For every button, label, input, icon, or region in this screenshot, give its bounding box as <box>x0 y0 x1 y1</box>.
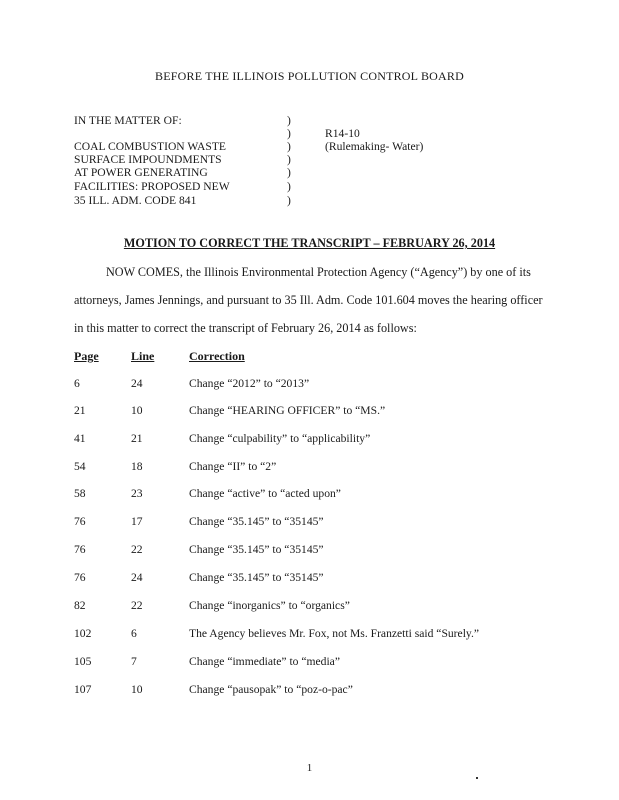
cell-line: 24 <box>131 571 143 584</box>
body-paragraph-line: in this matter to correct the transcript of February 26, 2014 as follows: <box>74 321 417 335</box>
caption-line: 35 ILL. ADM. CODE 841 <box>74 194 197 207</box>
caption-paren: ) <box>287 127 291 140</box>
cell-correction: Change “35.145” to “35145” <box>189 515 324 528</box>
body-paragraph-line: attorneys, James Jennings, and pursuant to 35 Ill. Adm. Code 101.604 moves the hearing officer <box>74 293 543 307</box>
cell-page: 76 <box>74 543 86 556</box>
cell-page: 6 <box>74 377 80 390</box>
caption-line: COAL COMBUSTION WASTE <box>74 140 227 153</box>
cell-page: 105 <box>74 655 92 668</box>
cell-correction: Change “culpability” to “applicability” <box>189 432 371 445</box>
board-title: BEFORE THE ILLINOIS POLLUTION CONTROL BOARD <box>155 69 464 83</box>
caption-paren: ) <box>287 140 291 153</box>
cell-line: 7 <box>131 655 137 668</box>
cell-page: 82 <box>74 599 86 612</box>
cell-correction: Change “active” to “acted upon” <box>189 487 341 500</box>
cell-line: 21 <box>131 432 143 445</box>
case-number: R14-10 <box>325 127 360 140</box>
cell-line: 6 <box>131 627 137 640</box>
cell-page: 58 <box>74 487 86 500</box>
caption-paren: ) <box>287 166 291 179</box>
cell-correction: Change “2012” to “2013” <box>189 377 310 390</box>
header-line: Line <box>131 349 155 363</box>
cell-page: 41 <box>74 432 86 445</box>
cell-page: 76 <box>74 515 86 528</box>
cell-page: 102 <box>74 627 92 640</box>
cell-line: 18 <box>131 460 143 473</box>
cell-line: 22 <box>131 543 143 556</box>
cell-line: 24 <box>131 377 143 390</box>
caption-paren: ) <box>287 180 291 193</box>
cell-correction: Change “II” to “2” <box>189 460 277 473</box>
cell-line: 22 <box>131 599 143 612</box>
body-paragraph-line: NOW COMES, the Illinois Environmental Protection Agency (“Agency”) by one of its <box>106 265 531 279</box>
caption-line: SURFACE IMPOUNDMENTS <box>74 153 222 166</box>
cell-correction: Change “pausopak” to “poz-o-pac” <box>189 683 353 696</box>
cell-line: 17 <box>131 515 143 528</box>
caption-line: AT POWER GENERATING <box>74 166 208 179</box>
cell-correction: Change “HEARING OFFICER” to “MS.” <box>189 404 386 417</box>
cell-correction: The Agency believes Mr. Fox, not Ms. Franzetti said “Surely.” <box>189 627 480 640</box>
page-number: 1 <box>306 762 313 774</box>
caption-paren: ) <box>287 114 291 127</box>
motion-title: MOTION TO CORRECT THE TRANSCRIPT – FEBRUARY 26, 2014 <box>123 236 496 250</box>
cell-correction: Change “immediate” to “media” <box>189 655 340 668</box>
cell-line: 23 <box>131 487 143 500</box>
cell-page: 54 <box>74 460 86 473</box>
cell-correction: Change “35.145” to “35145” <box>189 571 324 584</box>
header-page: Page <box>74 349 99 363</box>
scan-speck <box>476 777 478 779</box>
case-type: (Rulemaking- Water) <box>325 140 424 153</box>
cell-line: 10 <box>131 683 143 696</box>
caption-paren: ) <box>287 194 291 207</box>
header-correction: Correction <box>189 349 245 363</box>
cell-line: 10 <box>131 404 143 417</box>
cell-page: 76 <box>74 571 86 584</box>
cell-page: 107 <box>74 683 92 696</box>
cell-correction: Change “inorganics” to “organics” <box>189 599 350 612</box>
cell-page: 21 <box>74 404 86 417</box>
caption-paren: ) <box>287 153 291 166</box>
cell-correction: Change “35.145” to “35145” <box>189 543 324 556</box>
caption-line: IN THE MATTER OF: <box>74 114 182 127</box>
caption-line: FACILITIES: PROPOSED NEW <box>74 180 230 193</box>
